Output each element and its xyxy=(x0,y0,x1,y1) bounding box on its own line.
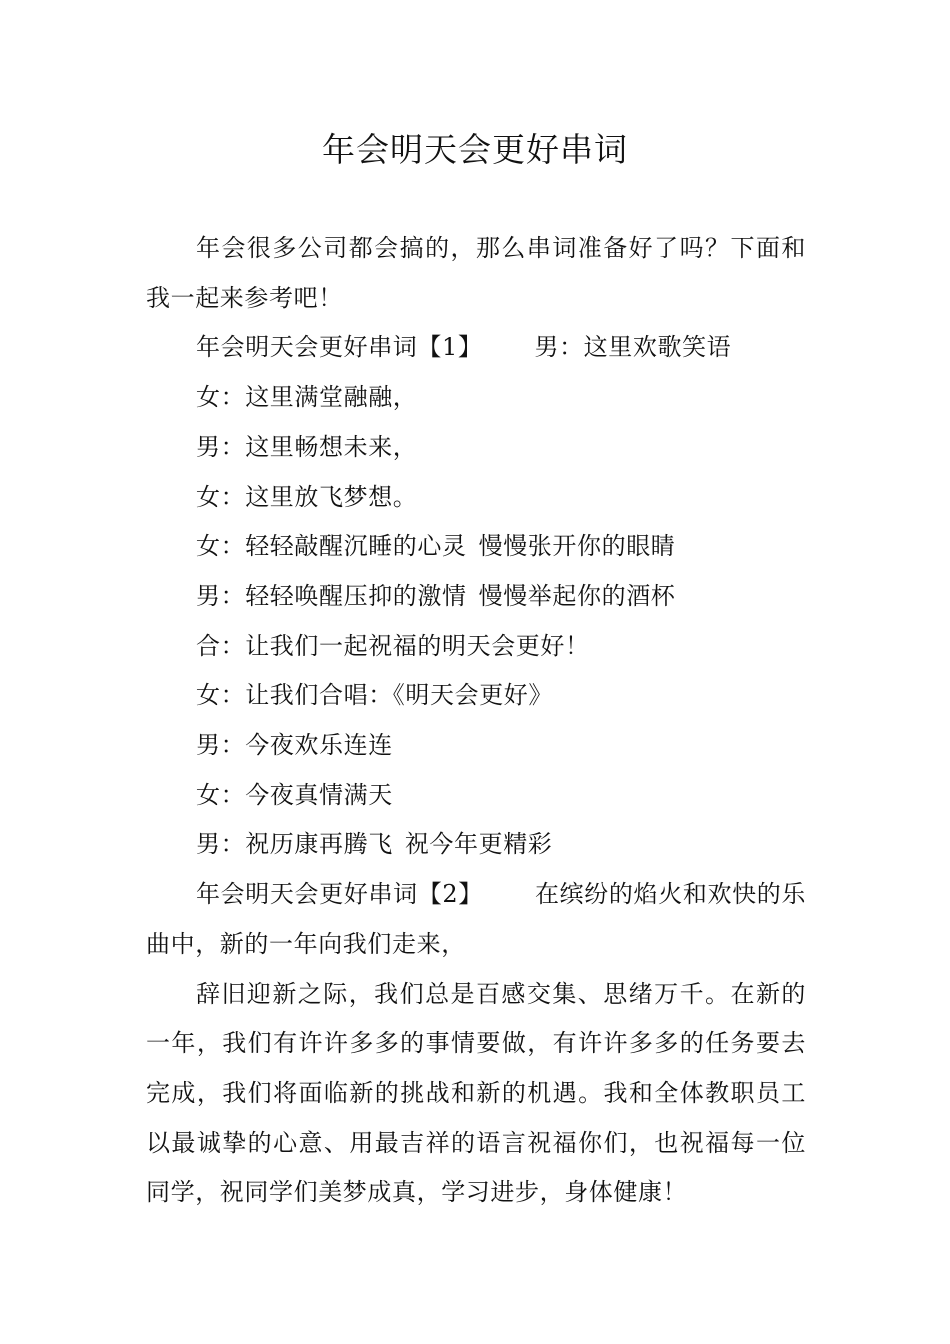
intro-paragraph: 年会很多公司都会搞的，那么串词准备好了吗？下面和我一起来参考吧！ xyxy=(146,234,806,312)
script-line-part: 慢慢张开你的眼睛 xyxy=(478,532,676,561)
script-line-part: 男：祝历康再腾飞 xyxy=(196,830,393,859)
script-line-part: 慢慢举起你的酒杯 xyxy=(478,581,676,610)
section2-intro-paragraph xyxy=(146,870,806,969)
script-line xyxy=(146,572,806,622)
section2-paragraph: 辞旧迎新之际，我们总是百感交集、思绪万千。在新的一年，我们有许许多多的事情要做，有许许多多的任务要去完成，我们将面临新的挑战和新的机遇。我和全体教职员工以最诚挚的心意、用最吉祥的语言祝福你们，也祝福每一位同学，祝同学们美梦成真，学习进步，身体健康！ xyxy=(146,979,806,1207)
section2-heading: 年会明天会更好串词【2】 xyxy=(196,880,483,909)
script-line: 合：让我们一起祝福的明天会更好！ xyxy=(196,631,590,660)
document-body xyxy=(146,224,806,1218)
section2-first-text: 在缤纷的焰火和欢快的乐曲中，新的一年向我们走来， xyxy=(146,880,806,958)
document-title: 年会明天会更好串词 xyxy=(322,130,628,169)
section1-heading-line xyxy=(146,323,806,373)
script-line: 女：让我们合唱：《明天会更好》 xyxy=(196,681,553,710)
script-line-part: 祝今年更精彩 xyxy=(404,830,553,859)
script-line xyxy=(146,522,806,572)
script-line xyxy=(146,820,806,870)
script-line: 女：今夜真情满天 xyxy=(196,780,393,809)
section1-heading: 年会明天会更好串词【1】 xyxy=(196,333,483,362)
script-line-part: 男：轻轻唤醒压抑的激情 xyxy=(196,581,467,610)
script-line: 男：今夜欢乐连连 xyxy=(196,731,393,760)
section1-first-line: 男：这里欢歌笑语 xyxy=(534,333,732,362)
script-line: 女：这里满堂融融， xyxy=(196,383,418,412)
script-line-part: 女：轻轻敲醒沉睡的心灵 xyxy=(196,532,467,561)
script-line: 女：这里放飞梦想。 xyxy=(196,482,418,511)
script-line: 男：这里畅想未来， xyxy=(196,432,418,461)
